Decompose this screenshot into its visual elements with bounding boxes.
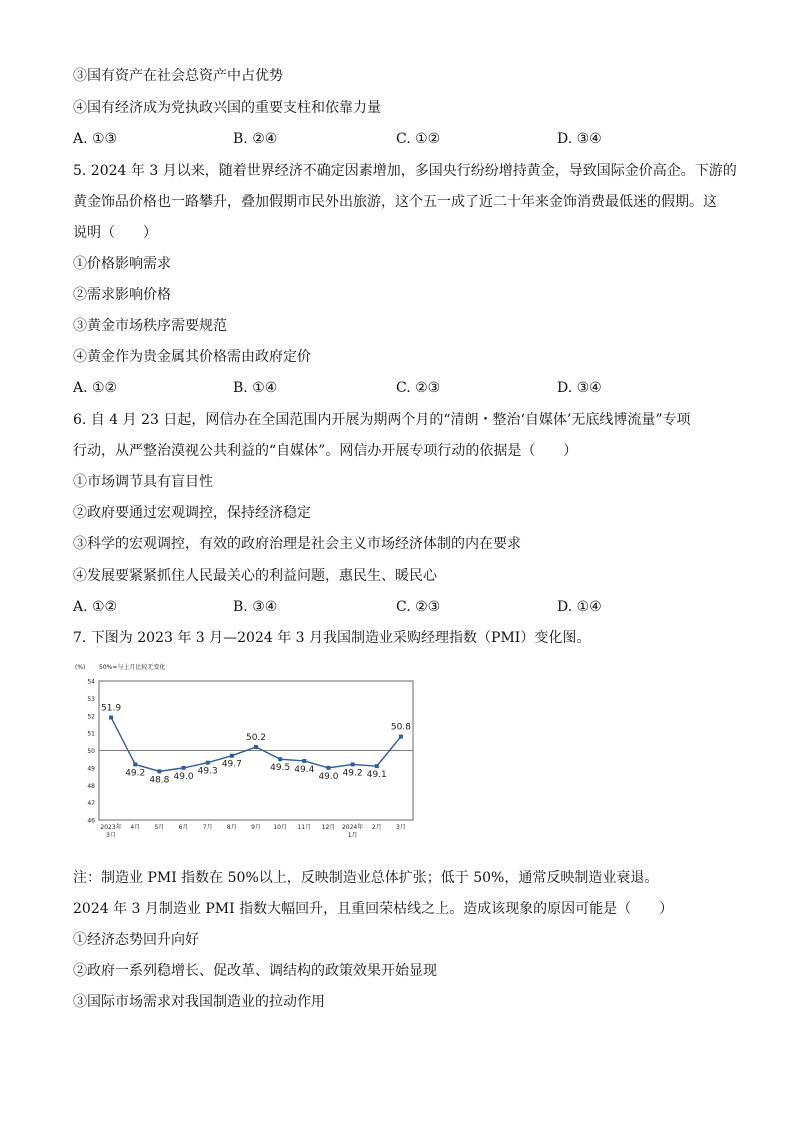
q5-stem-line1: 5. 2024 年 3 月以来，随着世界经济不确定因素增加，多国央行纷纷增持黄金，导致国际金价高企。下游的 xyxy=(73,163,737,179)
q5-option-c[interactable]: C. ②③ xyxy=(396,380,441,396)
data-label: 51.9 xyxy=(101,703,122,714)
y-tick-label: 53 xyxy=(87,695,95,703)
q6-statement-2: ②政府要通过宏观调控，保持经济稳定 xyxy=(73,505,311,521)
q7-statement-1: ①经济态势回升向好 xyxy=(73,932,199,948)
x-tick-label: 6月 xyxy=(178,824,189,831)
q6-stem-line2: 行动，从严整治漠视公共利益的“自媒体”。网信办开展专项行动的依据是（ ） xyxy=(73,443,578,459)
x-tick-label: 12月 xyxy=(321,824,336,831)
pmi-line-chart xyxy=(73,660,423,850)
q6-option-a[interactable]: A. ①② xyxy=(73,599,118,615)
data-label: 49.4 xyxy=(294,764,315,775)
q4-option-c[interactable]: C. ①② xyxy=(396,131,441,147)
q6-option-d[interactable]: D. ①④ xyxy=(557,599,602,615)
q5-statement-3: ③黄金市场秩序需要规范 xyxy=(73,318,227,334)
data-point xyxy=(206,761,210,765)
x-tick-label: 2月 xyxy=(371,824,382,831)
q6-stem-line1: 6. 自 4 月 23 日起，网信办在全国范围内开展为期两个月的“清朗・整治‘自媒体’无底线博流量”专项 xyxy=(73,412,691,428)
y-tick-label: 52 xyxy=(87,713,95,721)
q5-statement-1: ①价格影响需求 xyxy=(73,256,171,272)
x-tick-label: 7月 xyxy=(202,824,213,831)
statement-3-state-assets: ③国有资产在社会总资产中占优势 xyxy=(73,68,283,84)
data-point xyxy=(399,735,403,739)
y-tick-label: 51 xyxy=(87,730,95,738)
data-label: 50.8 xyxy=(390,722,411,733)
chart-note-label: 50%=与上月比较无变化 xyxy=(99,664,166,671)
y-tick-label: 49 xyxy=(87,765,95,773)
x-tick-label: 5月 xyxy=(154,824,165,831)
data-label: 49.5 xyxy=(270,763,291,774)
x-tick-label: 4月 xyxy=(130,824,141,831)
q7-stem: 7. 下图为 2023 年 3 月—2024 年 3 月我国制造业采购经理指数（PMI）变化图。 xyxy=(73,630,591,646)
data-label: 49.0 xyxy=(173,771,194,782)
data-point xyxy=(326,766,330,770)
y-tick-label: 47 xyxy=(87,800,95,808)
data-point xyxy=(375,764,379,768)
x-tick-label-line2: 1月 xyxy=(347,832,358,839)
data-label: 49.0 xyxy=(318,771,339,782)
y-unit-label: (%) xyxy=(75,664,86,671)
data-point xyxy=(254,745,258,749)
q7-question: 2024 年 3 月制造业 PMI 指数大幅回升，且重回荣枯线之上。造成该现象的原因可能是（ ） xyxy=(73,901,674,917)
data-point xyxy=(109,715,113,719)
x-tick-label: 3月 xyxy=(396,824,406,831)
q5-statement-2: ②需求影响价格 xyxy=(73,287,171,303)
x-tick-label-line2: 3月 xyxy=(106,832,116,839)
q4-option-d[interactable]: D. ③④ xyxy=(557,131,602,147)
data-label: 49.3 xyxy=(197,766,218,777)
q5-option-d[interactable]: D. ③④ xyxy=(557,380,602,396)
data-label: 49.7 xyxy=(221,759,242,770)
data-point xyxy=(278,757,282,761)
x-tick-label: 8月 xyxy=(226,824,237,831)
y-tick-label: 54 xyxy=(87,678,95,686)
data-point xyxy=(302,759,306,763)
data-point xyxy=(157,769,161,773)
data-label: 49.2 xyxy=(342,768,363,779)
x-tick-label: 11月 xyxy=(297,824,312,831)
data-label: 48.8 xyxy=(149,775,170,786)
q6-statement-3: ③科学的宏观调控，有效的政府治理是社会主义市场经济体制的内在要求 xyxy=(73,536,521,552)
x-tick-label: 2024年 xyxy=(341,824,364,831)
y-tick-label: 50 xyxy=(87,748,95,755)
q4-option-b[interactable]: B. ②④ xyxy=(233,131,278,147)
q6-statement-4: ④发展要紧紧抓住人民最关心的利益问题，惠民生、暖民心 xyxy=(73,568,437,584)
x-tick-label: 9月 xyxy=(251,824,261,831)
statement-4-state-economy: ④国有经济成为党执政兴国的重要支柱和依靠力量 xyxy=(73,100,381,116)
q6-option-b[interactable]: B. ③④ xyxy=(233,599,278,615)
data-point xyxy=(351,762,355,766)
q7-statement-3: ③国际市场需求对我国制造业的拉动作用 xyxy=(73,994,325,1010)
data-point xyxy=(230,754,234,758)
q5-stem-line2: 黄金饰品价格也一路攀升，叠加假期市民外出旅游，这个五一成了近二十年来金饰消费最低迷的假期。这 xyxy=(73,194,717,210)
q5-option-a[interactable]: A. ①② xyxy=(73,380,118,396)
x-tick-label: 2023年 xyxy=(100,824,122,831)
y-tick-label: 46 xyxy=(87,817,95,825)
y-tick-label: 48 xyxy=(87,782,95,790)
q5-option-b[interactable]: B. ①④ xyxy=(233,380,278,396)
data-label: 49.1 xyxy=(366,770,387,781)
x-tick-label: 10月 xyxy=(273,824,287,831)
data-label: 49.2 xyxy=(125,768,146,779)
data-label: 50.2 xyxy=(245,733,267,744)
q5-stem-line3: 说明（ ） xyxy=(73,225,157,241)
q7-statement-2: ②政府一系列稳增长、促改革、调结构的政策效果开始显现 xyxy=(73,963,437,979)
q4-option-a[interactable]: A. ①③ xyxy=(73,131,118,147)
data-point xyxy=(182,766,186,770)
chart-note: 注：制造业 PMI 指数在 50%以上，反映制造业总体扩张；低于 50%，通常反映制造业衰退。 xyxy=(73,870,659,886)
q6-option-c[interactable]: C. ②③ xyxy=(396,599,441,615)
q5-statement-4: ④黄金作为贵金属其价格需由政府定价 xyxy=(73,349,311,365)
data-point xyxy=(133,762,137,766)
q6-statement-1: ①市场调节具有盲目性 xyxy=(73,474,213,490)
